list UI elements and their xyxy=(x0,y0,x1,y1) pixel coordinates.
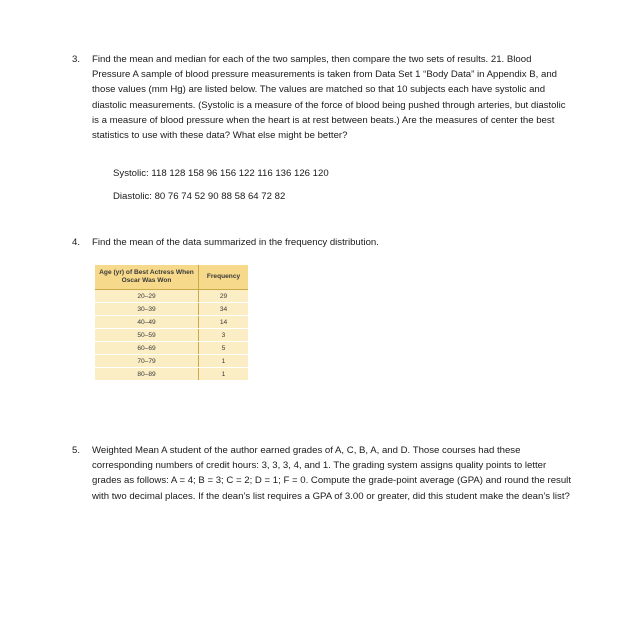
table-cell-frequency: 3 xyxy=(199,329,249,342)
question-5 xyxy=(72,443,572,504)
question-3 xyxy=(72,52,572,143)
table-row xyxy=(95,355,248,368)
frequency-table xyxy=(95,265,248,381)
question-5-number: 5. xyxy=(72,445,81,456)
table-cell-frequency: 29 xyxy=(199,290,249,303)
table-cell-frequency: 14 xyxy=(199,316,249,329)
table-cell-frequency: 5 xyxy=(199,342,249,355)
table-row xyxy=(95,290,248,303)
table-cell-age: 70–79 xyxy=(95,355,199,368)
table-row xyxy=(95,342,248,355)
table-cell-age: 20–29 xyxy=(95,290,199,303)
table-header-frequency: Frequency xyxy=(199,265,249,290)
table-header-row xyxy=(95,265,248,290)
table-cell-frequency: 1 xyxy=(199,368,249,381)
table-row xyxy=(95,316,248,329)
table-row xyxy=(95,329,248,342)
table-cell-age: 60–69 xyxy=(95,342,199,355)
question-4-text: Find the mean of the data summarized in the frequency distribution. xyxy=(92,237,379,248)
diastolic-values: Diastolic: 80 76 74 52 90 88 58 64 72 82 xyxy=(113,191,286,202)
systolic-values: Systolic: 118 128 158 96 156 122 116 136 126 120 xyxy=(113,168,329,179)
question-3-text: Find the mean and median for each of the two samples, then compare the two sets of results. 21. Blood Pressure A sample of blood pressure measurements is taken from Data Set 1 “Body Data” in Appendix B, and those values (mm Hg) are listed below. The values are matched so that 10 subjects each have systolic and diastolic measurements. (Systolic is a measure of the force of blood being pushed through arteries, but diastolic is a measure of blood pressure when the heart is at rest between beats.) Are the measures of center the best statistics to use with these data? What else might be better? xyxy=(92,54,566,142)
question-3-number: 3. xyxy=(72,54,81,65)
table-cell-age: 50–59 xyxy=(95,329,199,342)
table-cell-age: 40–49 xyxy=(95,316,199,329)
table-cell-frequency: 34 xyxy=(199,303,249,316)
question-4-number: 4. xyxy=(72,237,81,248)
table-row xyxy=(95,368,248,381)
question-4 xyxy=(72,235,572,250)
table-cell-age: 80–89 xyxy=(95,368,199,381)
table-row xyxy=(95,303,248,316)
question-5-text: Weighted Mean A student of the author earned grades of A, C, B, A, and D. Those courses had these corresponding numbers of credit hours: 3, 3, 3, 4, and 1. The grading system assigns quality points to letter grades as follows: A = 4; B = 3; C = 2; D = 1; F = 0. Compute the grade-point average (GPA) and round the result with two decimal places. If the dean’s list requires a GPA of 3.00 or greater, did this student make the dean’s list? xyxy=(92,445,571,502)
table-cell-frequency: 1 xyxy=(199,355,249,368)
table-header-age: Age (yr) of Best Actress When Oscar Was Won xyxy=(95,265,199,290)
table-cell-age: 30–39 xyxy=(95,303,199,316)
